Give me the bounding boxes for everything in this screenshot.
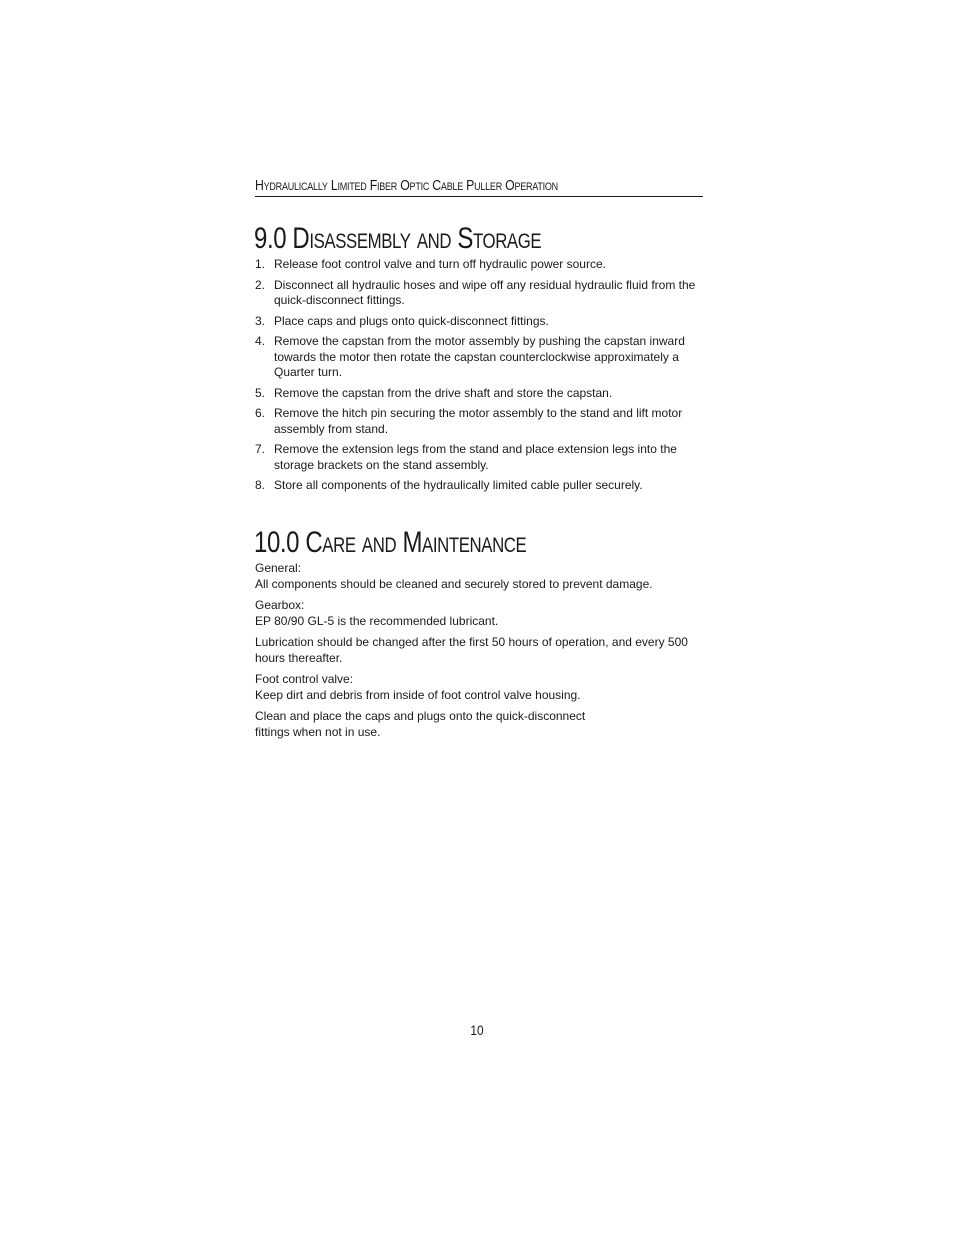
foot-control-text: Keep dirt and debris from inside of foot control valve housing. <box>255 687 581 702</box>
section-10-title: 10.0 Care and Maintenance <box>254 526 527 559</box>
list-item <box>255 386 705 402</box>
gearbox-paragraph <box>255 598 705 629</box>
step-number: 2. <box>255 277 266 292</box>
foot-control-label: Foot control valve: <box>255 672 354 686</box>
step-text: Remove the hitch pin securing the motor assembly to the stand and lift motor assembly from stand. <box>274 406 683 436</box>
step-number: 6. <box>255 406 266 420</box>
step-number: 5. <box>255 385 266 400</box>
list-item <box>255 334 705 381</box>
cleaning-paragraph <box>255 709 705 740</box>
step-number: 8. <box>255 478 266 492</box>
disassembly-steps-list <box>255 257 705 499</box>
cleaning-line-1: Clean and place the caps and plugs onto the quick-disconnect <box>255 709 586 723</box>
running-header-title: Hydraulically Limited Fiber Optic Cable Puller Operation <box>255 177 558 194</box>
general-label: General: <box>255 561 302 575</box>
lubrication-paragraph: Lubrication should be changed after the first 50 hours of operation, and every 500 hours thereafter. <box>255 635 688 665</box>
list-item <box>255 278 705 309</box>
running-header <box>255 172 703 197</box>
step-text: Remove the capstan from the drive shaft and store the capstan. <box>274 385 613 400</box>
care-maintenance-body <box>255 561 705 746</box>
step-text: Release foot control valve and turn off hydraulic power source. <box>274 257 606 271</box>
gearbox-label: Gearbox: <box>255 598 305 612</box>
list-item <box>255 406 705 437</box>
step-text: Remove the capstan from the motor assembly by pushing the capstan inward towards the motor then rotate the capstan counterclockwise approximately a Quarter turn. <box>274 334 685 379</box>
page-number: 10 <box>470 1022 484 1038</box>
section-9-title: 9.0 Disassembly and Storage <box>254 222 542 255</box>
list-item <box>255 257 705 273</box>
general-text: All components should be cleaned and securely stored to prevent damage. <box>255 576 653 591</box>
step-text: Store all components of the hydraulically limited cable puller securely. <box>274 478 643 492</box>
gearbox-text: EP 80/90 GL-5 is the recommended lubricant. <box>255 613 499 628</box>
foot-control-paragraph <box>255 672 705 703</box>
step-number: 1. <box>255 257 266 271</box>
cleaning-line-2: fittings when not in use. <box>255 724 381 739</box>
step-text: Remove the extension legs from the stand and place extension legs into the storage brackets on the stand assembly. <box>274 442 677 472</box>
general-paragraph <box>255 561 705 592</box>
step-text: Place caps and plugs onto quick-disconnect fittings. <box>274 313 549 328</box>
list-item <box>255 478 705 494</box>
step-number: 7. <box>255 442 266 456</box>
step-number: 3. <box>255 313 266 328</box>
list-item <box>255 442 705 473</box>
step-text: Disconnect all hydraulic hoses and wipe off any residual hydraulic fluid from the quick-disconnect fittings. <box>274 277 696 307</box>
list-item <box>255 314 705 330</box>
step-number: 4. <box>255 334 266 348</box>
